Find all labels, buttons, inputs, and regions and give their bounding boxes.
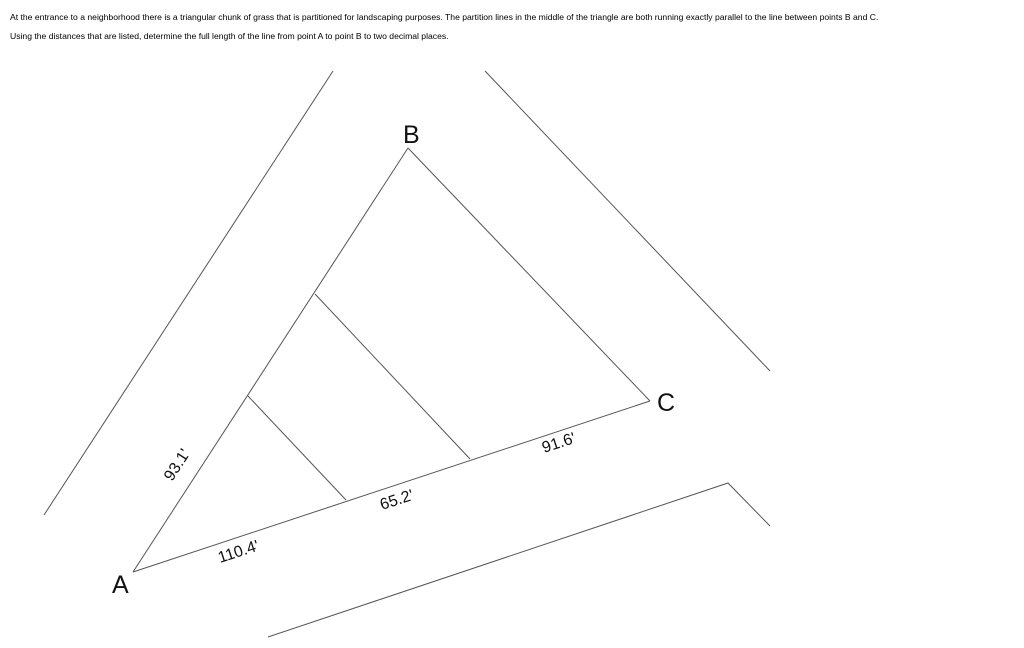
vertex-label-c: C xyxy=(657,389,676,417)
measure-label-ac-3: 91.6' xyxy=(539,430,578,457)
measure-label-ac-1: 110.4' xyxy=(215,537,262,567)
side-ac xyxy=(133,401,650,572)
road-line-bottom xyxy=(268,483,770,637)
road-line-left xyxy=(44,71,333,515)
question-line-1: At the entrance to a neighborhood there is a triangular chunk of grass that is partitioned for landscaping purposes. The partition lines in the middle of the triangle are both running exactly parallel to the line between points B and C. xyxy=(10,12,879,22)
side-ab xyxy=(133,148,408,572)
side-bc xyxy=(408,148,650,401)
partition-line-1 xyxy=(248,396,346,500)
question-line-2: Using the distances that are listed, determine the full length of the line from point A to point B to two decimal places. xyxy=(10,31,449,41)
vertex-label-a: A xyxy=(112,571,129,599)
vertex-label-b: B xyxy=(403,121,420,149)
measure-label-ab: 93.1' xyxy=(161,446,194,485)
measure-label-ac-2: 65.2' xyxy=(377,487,416,514)
partition-line-2 xyxy=(315,294,470,459)
road-line-right xyxy=(485,71,770,371)
